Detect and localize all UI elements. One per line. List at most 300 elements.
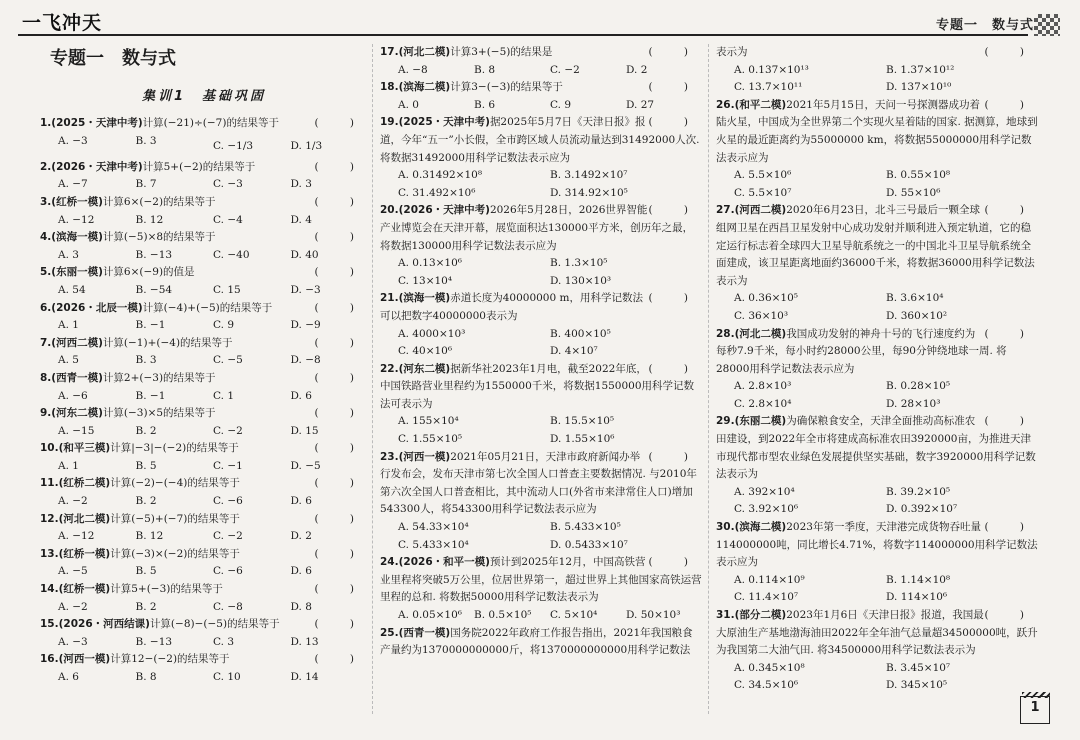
answer-option[interactable]: B. 3.45×10⁷: [886, 661, 951, 674]
question-item: [380, 114, 702, 202]
answer-option[interactable]: D. −5: [290, 459, 321, 472]
answer-option[interactable]: B. −1: [135, 389, 166, 402]
question-text: 2023年第一季度，天津港完成货物吞吐量114000000吨，同比增长4.71%，将数字114000000用科学记数法表示应为: [716, 521, 1038, 569]
question-number: 27.: [716, 204, 735, 217]
question-text: 计算(−3)×5的结果等于: [102, 407, 216, 420]
question-source: (和平三模): [58, 442, 111, 455]
answer-option[interactable]: C. 9: [550, 98, 572, 111]
answer-option[interactable]: A. 2.8×10³: [734, 380, 792, 393]
answer-option[interactable]: D. 6: [290, 389, 312, 402]
answer-blank[interactable]: ( ): [648, 450, 702, 463]
question-stem: [40, 616, 368, 634]
answer-blank[interactable]: ( ): [648, 81, 702, 94]
answer-option[interactable]: D. 6: [290, 495, 312, 508]
question-source: (2025・天津中考): [51, 117, 143, 130]
answer-blank[interactable]: ( ): [314, 231, 368, 244]
answer-blank[interactable]: ( ): [314, 160, 368, 173]
answer-option[interactable]: C. −5: [213, 354, 243, 367]
question-source: (河东二模): [51, 407, 103, 420]
question-source: (滨海二模): [734, 521, 787, 534]
answer-option[interactable]: A. −2: [58, 495, 88, 508]
answer-blank[interactable]: ( ): [984, 204, 1038, 217]
question-source: (河北二模): [58, 512, 111, 525]
answer-option[interactable]: A. 0.13×10⁶: [398, 257, 463, 270]
answer-option[interactable]: A. 5.5×10⁶: [734, 169, 792, 182]
answer-blank[interactable]: ( ): [984, 415, 1038, 428]
question-stem: [380, 449, 702, 519]
question-item: [716, 202, 1038, 325]
answer-option[interactable]: A. −15: [58, 424, 95, 437]
answer-option[interactable]: C. −2: [213, 424, 243, 437]
question-number: 14.: [40, 583, 59, 596]
options-row: [40, 528, 368, 546]
question-number: 17.: [380, 46, 399, 58]
question-source: (红桥一模): [51, 195, 103, 208]
question-number: 7.: [40, 336, 52, 349]
question-stem: [40, 511, 368, 529]
answer-option[interactable]: D. 114×10⁶: [886, 591, 948, 604]
answer-option[interactable]: C. −1: [213, 459, 243, 472]
answer-blank[interactable]: ( ): [314, 477, 368, 490]
question-text: 2021年5月15日，天问一号探测器成功着陆火星，中国成为全世界第二个实现火星着陆的国家. 据测算，地球到火星的最近距离约为55000000 km，将数据55000000用科学记数法表示应为: [716, 98, 1038, 164]
question-item: [40, 581, 368, 616]
answer-option[interactable]: C. 1.55×10⁵: [398, 433, 463, 446]
question-number: 31.: [716, 609, 735, 621]
question-source: (东丽一模): [51, 266, 103, 279]
answer-blank[interactable]: ( ): [984, 327, 1038, 340]
answer-option[interactable]: C. 10: [213, 671, 241, 683]
question-item: [380, 361, 702, 449]
answer-option[interactable]: A. 5: [58, 354, 79, 367]
question-text: 计算|−3|−(−2)的结果等于: [110, 442, 239, 455]
answer-option[interactable]: D. −9: [290, 319, 321, 332]
answer-option[interactable]: C. 13.7×10¹¹: [734, 81, 803, 94]
question-number: 15.: [40, 618, 59, 631]
question-text: 国务院2022年政府工作报告指出，2021年我国粮食产量约为1370000000000斤，将1370000000000用科学记数法: [380, 626, 693, 657]
answer-option[interactable]: D. 0.392×10⁷: [886, 503, 958, 516]
answer-option[interactable]: D. 137×10¹⁰: [886, 81, 952, 94]
question-text: 计算(−2)−(−4)的结果等于: [110, 477, 240, 490]
answer-option[interactable]: C. −6: [213, 495, 243, 508]
answer-option[interactable]: C. 2.8×10⁴: [734, 397, 792, 410]
answer-option[interactable]: C. 40×10⁶: [398, 345, 453, 358]
question-item: [380, 290, 702, 360]
question-item: [380, 625, 702, 660]
answer-blank[interactable]: ( ): [648, 292, 702, 305]
answer-option[interactable]: D. 40: [290, 248, 319, 261]
question-source: (河西一模): [398, 450, 451, 463]
question-stem: [380, 554, 702, 607]
answer-option[interactable]: B. 3: [135, 354, 157, 367]
answer-option[interactable]: D. 6: [290, 565, 312, 578]
answer-option[interactable]: D. 4×10⁷: [550, 345, 598, 358]
question-stem: [40, 229, 368, 247]
answer-option[interactable]: B. 8: [474, 63, 496, 76]
options-row: [716, 660, 1038, 695]
question-number: 10.: [40, 442, 59, 455]
question-item: [40, 335, 368, 370]
question-item: [40, 370, 368, 405]
answer-option[interactable]: C. 13×10⁴: [398, 274, 453, 287]
answer-option[interactable]: B. 1.14×10⁸: [886, 573, 951, 586]
answer-option[interactable]: D. −3: [290, 283, 321, 296]
question-number: 8.: [40, 371, 52, 384]
brand-logo: 一飞冲天: [22, 12, 103, 34]
question-stem: [40, 159, 368, 177]
answer-option[interactable]: B. 5: [135, 565, 157, 578]
question-text: 计算3+(−5)的结果是: [450, 46, 553, 58]
question-source: (河西二模): [51, 336, 103, 349]
answer-option[interactable]: A. 0.31492×10⁸: [398, 169, 483, 182]
column-right: [716, 44, 1038, 695]
question-stem: [380, 202, 702, 255]
question-source: (河北二模): [734, 327, 787, 340]
question-number: 22.: [380, 362, 399, 375]
question-source: (2026・天津中考): [51, 160, 143, 173]
question-number: 11.: [40, 477, 59, 490]
answer-blank[interactable]: ( ): [314, 512, 368, 525]
answer-option[interactable]: C. −40: [213, 248, 250, 261]
answer-option[interactable]: B. 3: [135, 134, 157, 147]
answer-option[interactable]: C. 15: [213, 283, 241, 296]
answer-option[interactable]: C. 1: [213, 389, 235, 402]
question-source: (红桥一模): [58, 583, 111, 596]
answer-option[interactable]: B. 1.3×10⁵: [550, 257, 608, 270]
answer-option[interactable]: A. −6: [58, 389, 88, 402]
question-text: 计算5+(−3)的结果等于: [110, 583, 223, 596]
answer-option[interactable]: A. 1: [58, 459, 79, 472]
question-item: [716, 97, 1038, 203]
answer-option[interactable]: D. 130×10³: [550, 274, 612, 287]
question-source: (2026・和平一模): [398, 556, 490, 569]
answer-option[interactable]: A. 4000×10³: [398, 327, 466, 340]
answer-option[interactable]: B. 2: [135, 424, 157, 437]
question-text: 计算(−1)+(−4)的结果等于: [102, 336, 233, 349]
answer-option[interactable]: A. −3: [58, 134, 88, 147]
answer-option[interactable]: A. 6: [58, 671, 79, 683]
question-number: 4.: [40, 231, 52, 244]
answer-option[interactable]: B. 5.433×10⁵: [550, 521, 621, 534]
answer-option[interactable]: C. −3: [213, 178, 243, 191]
question-number: 20.: [380, 204, 399, 217]
answer-option[interactable]: C. 36×10³: [734, 309, 789, 322]
question-number: 5.: [40, 266, 52, 279]
answer-blank[interactable]: ( ): [314, 266, 368, 279]
options-row: [380, 97, 702, 115]
answer-option[interactable]: D. 314.92×10⁵: [550, 186, 628, 199]
header-topic: 专题一 数与式: [935, 18, 1034, 33]
question-number: 29.: [716, 415, 735, 428]
answer-option[interactable]: D. 2: [290, 530, 312, 543]
answer-option[interactable]: A. 0.137×10¹³: [734, 63, 809, 76]
options-row: [380, 255, 702, 290]
answer-option[interactable]: B. 400×10⁵: [550, 327, 611, 340]
question-source: (西青一模): [51, 371, 103, 384]
question-stem: [380, 625, 702, 660]
header-divider: [18, 34, 1028, 36]
question-item: [40, 194, 368, 229]
question-text: 计算(−5)×8的结果等于: [102, 231, 216, 244]
answer-option[interactable]: C. 3.92×10⁶: [734, 503, 799, 516]
options-row: [716, 484, 1038, 519]
question-stem: [380, 44, 702, 62]
answer-blank[interactable]: ( ): [314, 583, 368, 596]
answer-option[interactable]: B. 39.2×10⁵: [886, 485, 951, 498]
answer-option[interactable]: A. 392×10⁴: [734, 485, 795, 498]
answer-option[interactable]: D. 15: [290, 424, 319, 437]
answer-option[interactable]: B. −1: [135, 319, 166, 332]
question-item: [40, 264, 368, 299]
question-item: [380, 554, 702, 624]
question-item: [40, 616, 368, 651]
answer-option[interactable]: C. 9: [213, 319, 235, 332]
question-stem: [716, 97, 1038, 167]
answer-option[interactable]: A. 0.05×10⁶: [398, 609, 463, 621]
answer-option[interactable]: A. −5: [58, 565, 88, 578]
question-text: 赤道长度为40000000 m，用科学记数法可以把数字40000000表示为: [380, 292, 643, 322]
answer-option[interactable]: B. 3.1492×10⁷: [550, 169, 628, 182]
answer-option[interactable]: A. 1: [58, 319, 79, 332]
question-source: (2026・河西结课): [58, 618, 150, 631]
answer-option[interactable]: D. 360×10²: [886, 309, 948, 322]
page-number: 1: [1020, 696, 1050, 724]
question-number: 12.: [40, 512, 59, 525]
question-stem: [40, 115, 368, 133]
answer-option[interactable]: B. 1.37×10¹²: [886, 63, 955, 76]
answer-option[interactable]: A. 3: [58, 248, 79, 261]
question-item: [40, 511, 368, 546]
answer-blank[interactable]: ( ): [314, 117, 368, 130]
answer-option[interactable]: A. 0.36×10⁵: [734, 292, 799, 305]
answer-option[interactable]: C. 34.5×10⁶: [734, 679, 799, 692]
answer-blank[interactable]: ( ): [984, 609, 1038, 621]
answer-option[interactable]: C. −6: [213, 565, 243, 578]
question-stem: [380, 290, 702, 325]
question-item: [380, 79, 702, 114]
answer-option[interactable]: D. 1/3: [290, 139, 323, 152]
options-row: [40, 282, 368, 300]
answer-option[interactable]: A. −12: [58, 213, 95, 226]
answer-option[interactable]: A. 54.33×10⁴: [398, 521, 469, 534]
answer-blank[interactable]: ( ): [314, 407, 368, 420]
question-item: [40, 115, 368, 159]
answer-option[interactable]: D. 0.5433×10⁷: [550, 538, 628, 551]
question-stem: [40, 405, 368, 423]
question-stem: [40, 581, 368, 599]
question-item: [40, 229, 368, 264]
column-divider: [372, 44, 373, 714]
answer-option[interactable]: C. 11.4×10⁷: [734, 591, 799, 604]
answer-option[interactable]: B. 5: [135, 459, 157, 472]
answer-option[interactable]: C. 3: [213, 635, 235, 648]
answer-option[interactable]: C. 31.492×10⁶: [398, 186, 476, 199]
answer-option[interactable]: D. 14: [290, 671, 319, 683]
question-stem: [716, 44, 1038, 62]
answer-option[interactable]: C. 5.433×10⁴: [398, 538, 469, 551]
answer-option[interactable]: D. 50×10³: [626, 609, 681, 621]
question-text: 计算6×(−2)的结果等于: [102, 195, 216, 208]
question-item: [716, 326, 1038, 414]
question-number: 2.: [40, 160, 52, 173]
question-text: 表示为: [716, 46, 748, 58]
answer-option[interactable]: C. 5×10⁴: [550, 609, 598, 621]
answer-blank[interactable]: ( ): [314, 301, 368, 314]
answer-blank[interactable]: ( ): [314, 195, 368, 208]
options-row: [40, 352, 368, 370]
answer-blank[interactable]: ( ): [314, 618, 368, 631]
answer-option[interactable]: A. −12: [58, 530, 95, 543]
answer-option[interactable]: B. 0.28×10⁵: [886, 380, 951, 393]
options-row: [716, 378, 1038, 413]
question-source: (东丽二模): [734, 415, 787, 428]
answer-option[interactable]: B. 2: [135, 600, 157, 613]
answer-option[interactable]: B. 12: [135, 213, 164, 226]
page-header: [0, 0, 1080, 42]
answer-option[interactable]: D. 13: [290, 635, 319, 648]
question-text: 计算(−21)÷(−7)的结果等于: [142, 117, 279, 130]
question-item: [716, 519, 1038, 607]
question-number: 21.: [380, 292, 399, 305]
question-stem: [716, 413, 1038, 483]
answer-option[interactable]: B. 2: [135, 495, 157, 508]
question-text: 计算(−3)×(−2)的结果等于: [110, 547, 240, 560]
answer-option[interactable]: D. 28×10³: [886, 397, 941, 410]
options-row: [40, 493, 368, 511]
answer-option[interactable]: D. 1.55×10⁶: [550, 433, 615, 446]
question-number: 28.: [716, 327, 735, 340]
answer-option[interactable]: B. 6: [474, 98, 496, 111]
question-source: (滨海一模): [398, 292, 451, 305]
answer-option[interactable]: C. 5.5×10⁷: [734, 186, 792, 199]
question-item: [40, 159, 368, 194]
question-stem: [40, 475, 368, 493]
answer-blank[interactable]: ( ): [314, 336, 368, 349]
question-text: 计算5+(−2)的结果等于: [142, 160, 256, 173]
question-stem: [40, 651, 368, 669]
answer-option[interactable]: B. 0.55×10⁸: [886, 169, 951, 182]
question-item: [40, 300, 368, 335]
options-row: [40, 212, 368, 230]
options-row: [40, 388, 368, 406]
answer-option[interactable]: B. 12: [135, 530, 164, 543]
answer-blank[interactable]: ( ): [314, 442, 368, 455]
answer-option[interactable]: D. 4: [290, 213, 312, 226]
question-source: (滨海一模): [51, 231, 103, 244]
answer-option[interactable]: A. 0.114×10⁹: [734, 573, 805, 586]
answer-option[interactable]: B. −54: [135, 283, 173, 296]
question-item: [380, 202, 702, 290]
options-row: [380, 62, 702, 80]
answer-option[interactable]: D. 3: [290, 178, 312, 191]
options-row: [716, 290, 1038, 325]
question-text: 计算6×(−9)的值是: [102, 266, 195, 279]
answer-blank[interactable]: ( ): [648, 362, 702, 375]
question-source: (部分二模): [734, 609, 787, 621]
question-number: 24.: [380, 556, 399, 569]
answer-option[interactable]: A. 0.345×10⁸: [734, 661, 805, 674]
question-stem: [40, 440, 368, 458]
answer-option[interactable]: C. −8: [213, 600, 243, 613]
answer-option[interactable]: C. −4: [213, 213, 243, 226]
answer-option[interactable]: C. −2: [213, 530, 243, 543]
question-text: 据2025年5月7日《天津日报》报道，今年“五一”小长假，全市跨区域人员流动量达到31492000人次. 将数据31492000用科学记数法表示应为: [380, 116, 700, 164]
answer-option[interactable]: B. 0.5×10⁵: [474, 609, 532, 621]
question-source: (河北二模): [398, 46, 451, 58]
answer-option[interactable]: D. 2: [626, 63, 648, 76]
question-stem: [40, 300, 368, 318]
answer-option[interactable]: C. −1/3: [213, 139, 254, 152]
question-source: (河西一模): [58, 653, 111, 666]
answer-blank[interactable]: ( ): [984, 521, 1038, 534]
answer-blank[interactable]: ( ): [314, 371, 368, 384]
answer-option[interactable]: A. −8: [398, 63, 428, 76]
answer-option[interactable]: C. −2: [550, 63, 580, 76]
question-number: 1.: [40, 117, 52, 130]
question-number: 6.: [40, 301, 52, 314]
answer-blank[interactable]: ( ): [648, 46, 702, 58]
options-row: [380, 167, 702, 202]
answer-option[interactable]: D. 345×10⁵: [886, 679, 948, 692]
answer-option[interactable]: D. 8: [290, 600, 312, 613]
options-row: [380, 607, 702, 625]
question-number: 16.: [40, 653, 59, 666]
question-text: 2026年5月28日，2026世界智能产业博览会在天津开幕，展览面积达130000平方米，创历年之最，将数据130000用科学记数法表示应为: [380, 204, 694, 252]
question-item: [716, 413, 1038, 519]
answer-option[interactable]: A. 0: [398, 98, 419, 111]
question-number: 9.: [40, 407, 52, 420]
checker-decoration: [1034, 14, 1060, 36]
options-row: [40, 563, 368, 581]
answer-option[interactable]: A. 54: [58, 283, 86, 296]
options-row: [40, 247, 368, 265]
answer-option[interactable]: B. −13: [135, 248, 173, 261]
answer-blank[interactable]: ( ): [314, 547, 368, 560]
answer-blank[interactable]: ( ): [984, 98, 1038, 111]
question-source: (河西二模): [734, 204, 787, 217]
question-source: (红桥一模): [58, 547, 111, 560]
answer-option[interactable]: D. 55×10⁶: [886, 186, 941, 199]
options-row: [40, 133, 368, 159]
question-item: [40, 546, 368, 581]
answer-option[interactable]: A. 155×10⁴: [398, 415, 459, 428]
answer-option[interactable]: A. −3: [58, 635, 88, 648]
answer-option[interactable]: B. 15.5×10⁵: [550, 415, 615, 428]
answer-option[interactable]: B. 3.6×10⁴: [886, 292, 944, 305]
answer-option[interactable]: D. −8: [290, 354, 321, 367]
question-text: 预计到2025年12月，中国高铁营业里程将突破5万公里，位居世界第一，超过世界上其他国家高铁运营里程的总和. 将数据50000用科学记数法表示为: [380, 556, 702, 604]
options-row: [716, 572, 1038, 607]
question-item: [40, 475, 368, 510]
answer-blank[interactable]: ( ): [648, 204, 702, 217]
answer-option[interactable]: B. 7: [135, 178, 157, 191]
question-stem: [380, 114, 702, 167]
answer-blank[interactable]: ( ): [984, 46, 1038, 58]
question-item: [380, 449, 702, 555]
options-row: [716, 62, 1038, 97]
answer-option[interactable]: A. −7: [58, 178, 88, 191]
answer-blank[interactable]: ( ): [648, 556, 702, 569]
answer-blank[interactable]: ( ): [648, 116, 702, 129]
answer-option[interactable]: B. 8: [135, 671, 157, 683]
answer-option[interactable]: B. −13: [135, 635, 173, 648]
answer-option[interactable]: D. 27: [626, 98, 655, 111]
question-text: 2021年05月21日，天津市政府新闻办举行发布会，发布天津市第七次全国人口普查主要数据情况. 与2010年第六次全国人口普查相比，其中流动人口(外省市来津常住人口)增加543300人，将543300用科学记数法表示应为: [380, 450, 697, 516]
question-stem: [716, 519, 1038, 572]
answer-blank[interactable]: ( ): [314, 653, 368, 666]
question-text: 2020年6月23日，北斗三号最后一颗全球组网卫星在西昌卫星发射中心成功发射并顺利进入预定轨道，它的稳定运行标志着全球四大卫星导航系统之一的中国北斗卫星导航系统全面建成，该卫星距离地面约36000千米，将数据36000用科学记数法表示为: [716, 204, 1035, 287]
options-row: [40, 599, 368, 617]
answer-option[interactable]: A. −2: [58, 600, 88, 613]
